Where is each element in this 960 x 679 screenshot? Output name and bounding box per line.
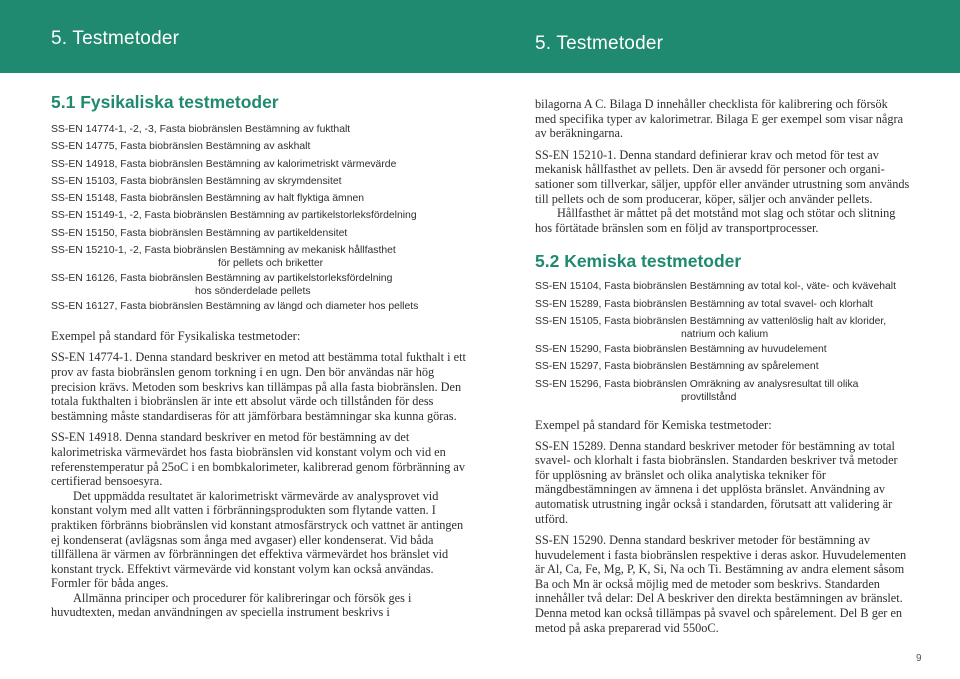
standards-list-chemical — [535, 280, 910, 405]
standard-item: SS-EN 16126, Fasta biobränslen Bestämning av partikelstorleksfördelning hos sönderdelade pellets — [51, 273, 393, 298]
example-heading-physical: Exempel på standard för Fysikaliska testmetoder: — [51, 329, 301, 344]
paragraph: bilagorna A C. Bilaga D innehåller checklista för kalibrering och försök med specifika typer av kalorimetrar. Bilaga E ger exempel som visar några av beräkningarna. — [535, 97, 904, 141]
example-heading-chemical: Exempel på standard för Kemiska testmetoder: — [535, 417, 772, 432]
standard-item: SS-EN 15148, Fasta biobränslen Bestämning av halt flyktiga ämnen — [51, 193, 365, 205]
right-column — [535, 97, 910, 635]
standard-item: SS-EN 14918, Fasta biobränslen Bestämning av kalorimetriskt värmevärde — [51, 158, 397, 170]
paragraph: Det uppmädda resultatet är kalorimetriskt värmevärde av analysprovet vid konstant volym med allt vatten i förbränningsprodukten som flytande vatten. I praktiken förbränns biobränslen vid konstant atmosfärstryck och vattnet är antingen ej kondenserat (avlägsnas som ånga med avgaser) eller kondenserat. Vid båda tillfällena är värmen av förbränningen det effektiva värmevärdet hos bränslet vid konstant tryck. Effektivt värmevärde vid konstant volym kan också användas. Formler för båda anges. — [51, 488, 464, 591]
left-column — [51, 92, 471, 620]
standard-item: SS-EN 15296, Fasta biobränslen Omräkning av analysresultat till olika provtillstånd — [535, 378, 859, 403]
paragraph: SS-EN 14774-1. Denna standard beskriver en metod att bestämma total fukthalt i ett prov av fasta biobränslen genom torkning i en ugn. Den bör användas när hög precision krävs. Metoden som beskrivs kan tillämpas på alla fasta biobränslen. Den totala fukthalten i biobränslen är inte ett absolut värde och tillstånden för dess bestämning måste standardiseras för att jämförbara bestämningar ska kunna göras. — [51, 350, 466, 423]
standard-item: SS-EN 14775, Fasta biobränslen Bestämning av askhalt — [51, 141, 311, 153]
standard-item: SS-EN 15103, Fasta biobränslen Bestämning av skrymdensitet — [51, 175, 342, 187]
paragraph: SS-EN 15289. Denna standard beskriver metoder för bestämning av total svavel- och klorhalt i fasta biobränslen. Standarden beskriver två metoder för upplösning av bränslet och olika analytiska tekniker för mängdbestämningen av ämnena i det upplösta bränslet. Användning av automatisk utrustning ingår också i standarden, förutsatt att validering är utförd. — [535, 438, 898, 526]
standard-item: SS-EN 15210-1, -2, Fasta biobränslen Bestämning av mekanisk hållfasthet för pellets och briketter — [51, 245, 396, 270]
standard-item: SS-EN 15150, Fasta biobränslen Bestämning av partikeldensitet — [51, 227, 348, 239]
standard-item: SS-EN 16127, Fasta biobränslen Bestämning av längd och diameter hos pellets — [51, 301, 419, 313]
standard-item: SS-EN 15290, Fasta biobränslen Bestämning av huvudelement — [535, 343, 827, 355]
standard-item: SS-EN 15105, Fasta biobränslen Bestämning av vattenlöslig halt av klorider, natrium och kalium — [535, 315, 887, 340]
paragraph: Allmänna principer och procedurer för kalibreringar och försök ges i huvudtexten, medan användningen av speciella instrument beskrivs i — [51, 590, 412, 620]
standard-item: SS-EN 14774-1, -2, -3, Fasta biobränslen Bestämning av fukthalt — [51, 124, 351, 135]
standard-item: SS-EN 15297, Fasta biobränslen Bestämning av spårelement — [535, 361, 819, 373]
section-heading-chemical: 5.2 Kemiska testmetoder — [535, 251, 742, 272]
standard-item: SS-EN 15149-1, -2, Fasta biobränslen Bestämning av partikelstorleksfördelning — [51, 210, 417, 222]
chapter-title-right: 5. Testmetoder — [535, 33, 664, 54]
standard-item: SS-EN 15104, Fasta biobränslen Bestämning av total kol-, väte- och kvävehalt — [535, 281, 896, 293]
chapter-title-left: 5. Testmetoder — [51, 28, 180, 49]
page-number: 9 — [916, 653, 922, 664]
standards-list-physical — [51, 123, 471, 317]
paragraph: SS-EN 15290. Denna standard beskriver metoder för bestämning av huvudelement i fasta biobränslen respektive i deras askor. Huvudelementen är Al, Ca, Fe, Mg, P, K, Si, Na och Ti. Bestämning av andra element såsom Ba och Mn är också möjlig med de metoder som beskrivs. Standarden innehåller två delar: Del A beskriver den direkta bestämningen av bränslet. Denna metod kan också tillämpas på svavel och spårelement. Del B ger en metod på aska preparerad vid 550oC. — [535, 533, 907, 635]
paragraph: SS-EN 14918. Denna standard beskriver en metod för bestämning av det kalorimetriska värmevärdet hos fasta biobränslen vid konstant volym och vid en referenstemperatur på 25oC i en bombkalorimeter, kalibrerad genom förbränning av certifierad bensoesyra. — [51, 430, 466, 489]
header-banner — [0, 0, 960, 73]
paragraph: SS-EN 15210-1. Denna standard definierar krav och metod för test av mekanisk hållfasthet av pellets. Den är avsedd för personer och organi-sationer som tillverkar, säljer, uppför eller använder utrustning som används till pellets och de som producerar, köper, säljer och använder pellets. — [535, 147, 910, 206]
paragraph: Hållfasthet är måttet på det motstånd mot slag och stötar och slitning hos förtätade bränslen som en följd av transportprocesser. — [535, 206, 896, 235]
standard-item: SS-EN 15289, Fasta biobränslen Bestämning av total svavel- och klorhalt — [535, 298, 873, 310]
section-heading-physical: 5.1 Fysikaliska testmetoder — [51, 92, 279, 112]
